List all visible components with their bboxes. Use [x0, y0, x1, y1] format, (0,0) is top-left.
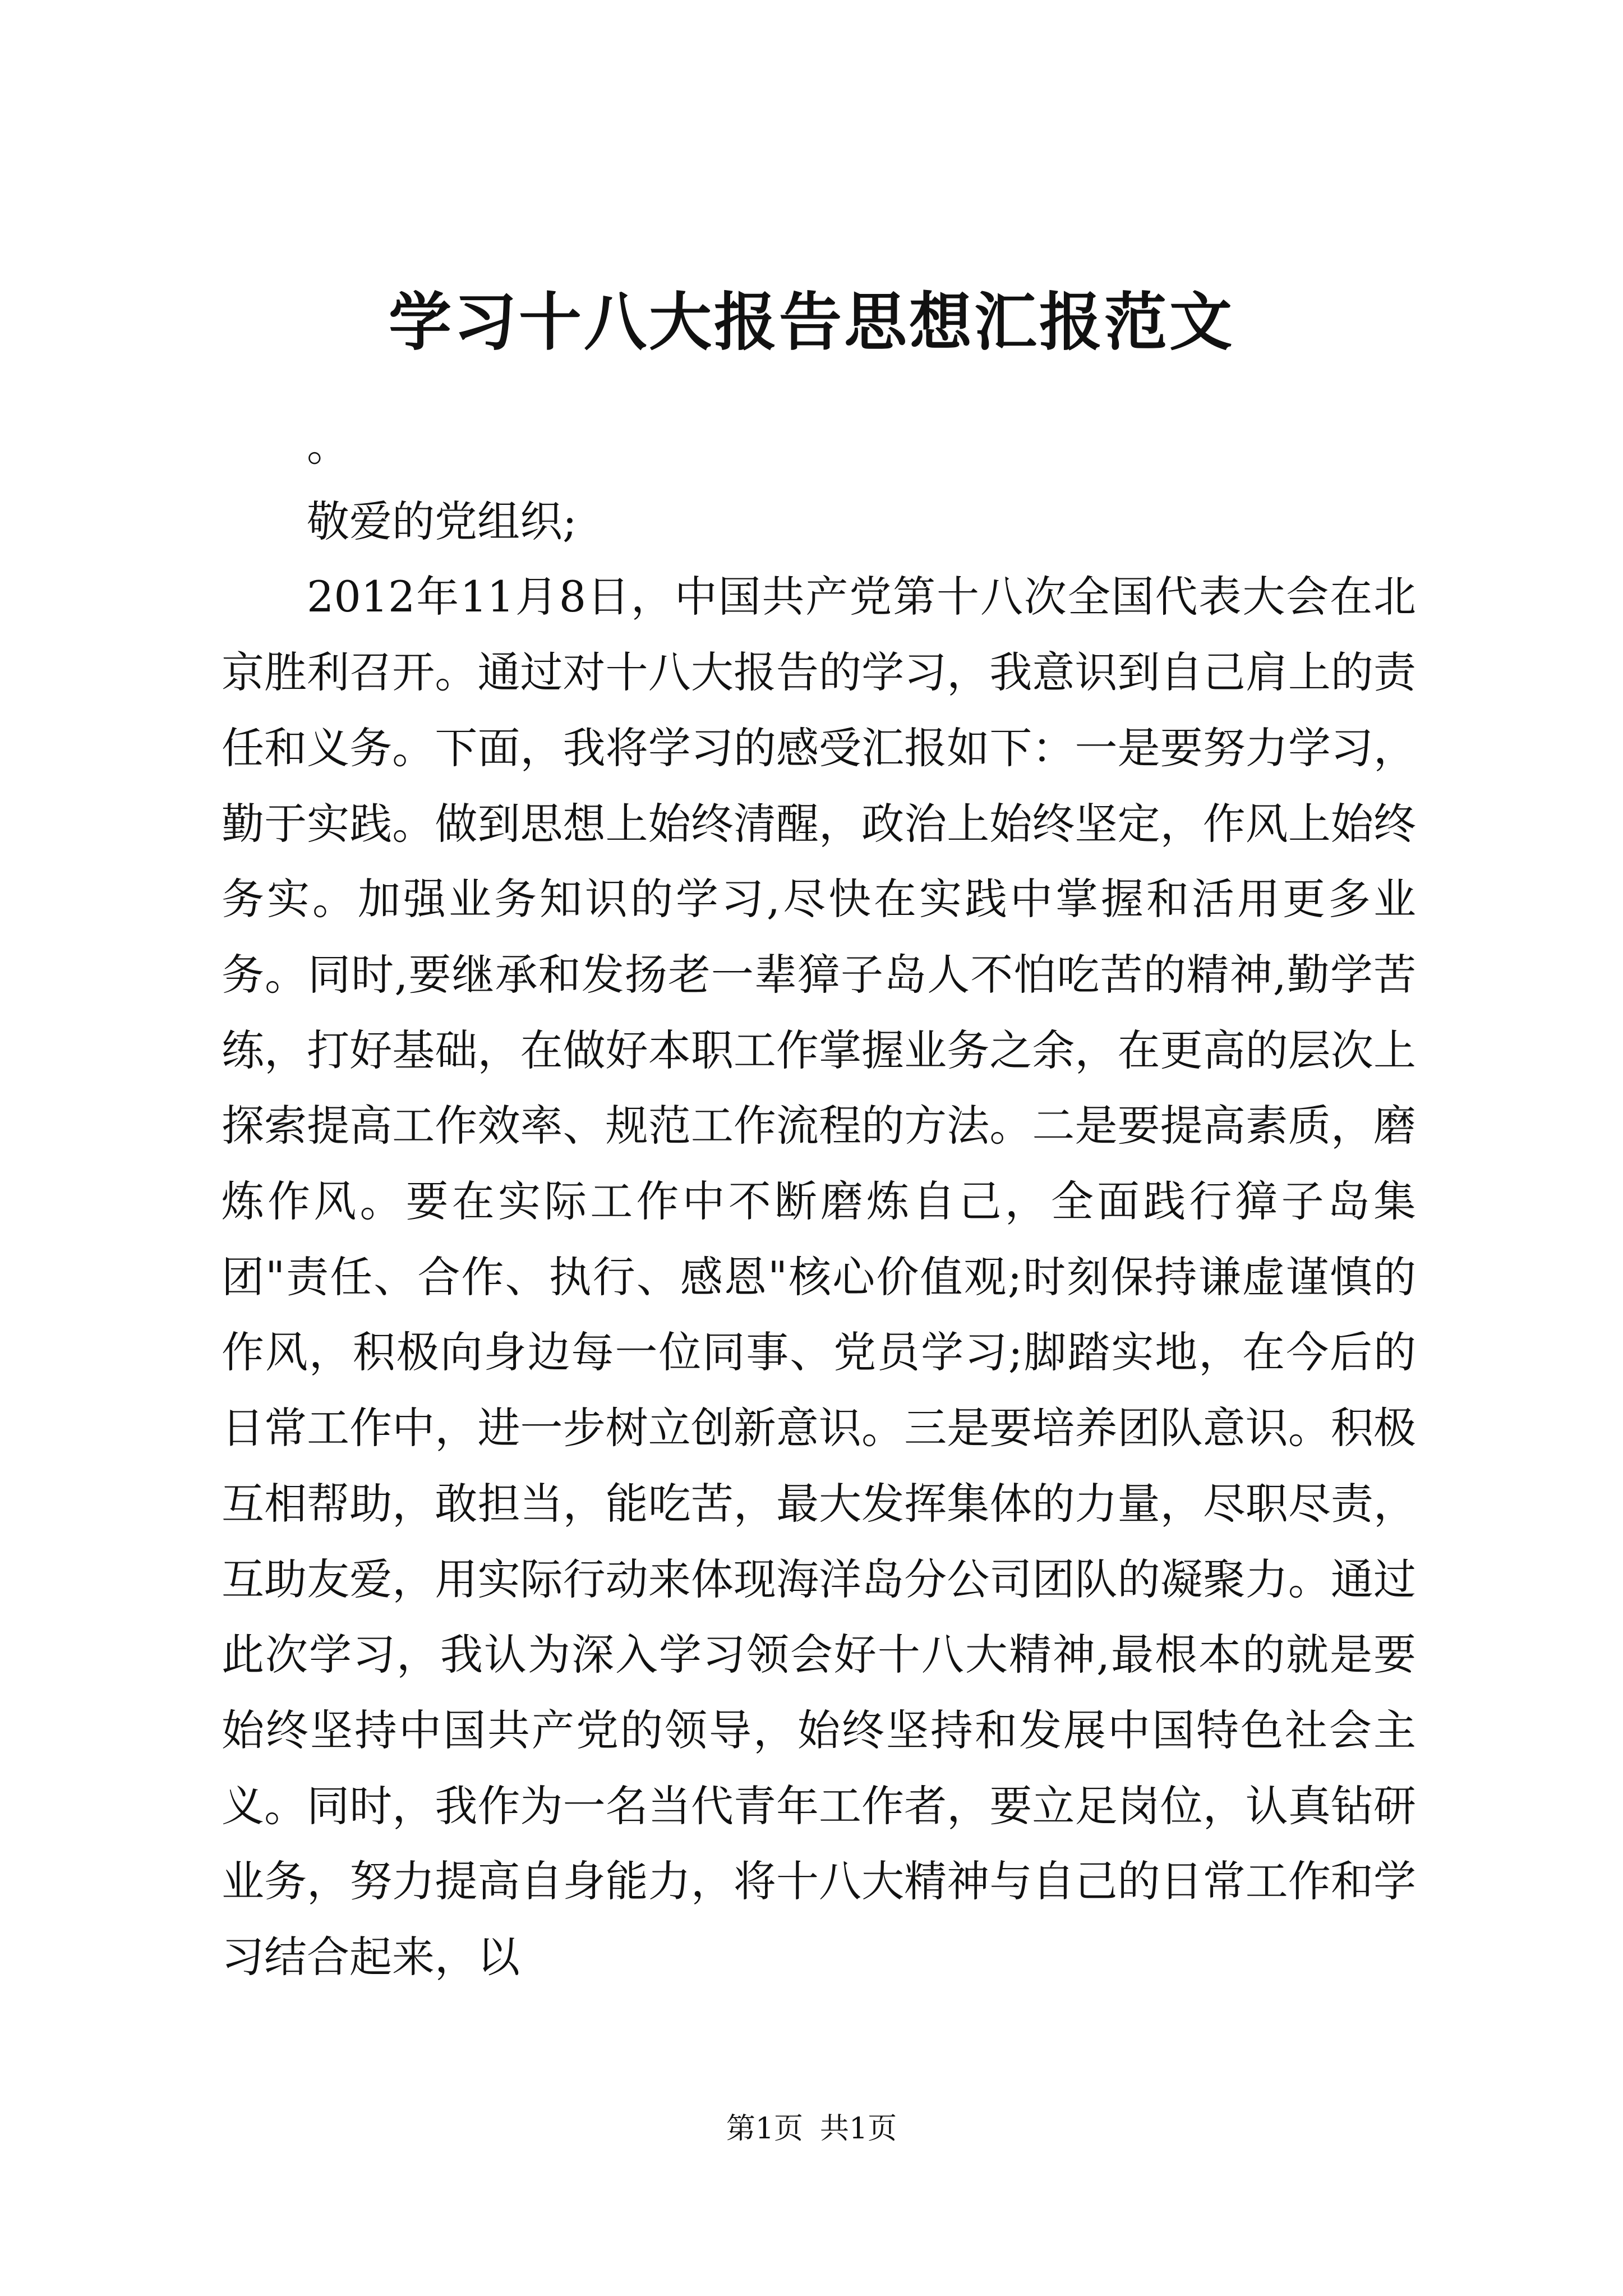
page-footer — [0, 2109, 1623, 2148]
paragraph-mark: 。 — [307, 421, 349, 471]
salutation: 敬爱的党组织; — [307, 496, 577, 546]
document-body — [222, 408, 1416, 1995]
page-count: 共1页 — [820, 2112, 897, 2146]
body-paragraph: 2012年11月8日，中国共产党第十八次全国代表大会在北京胜利召开。通过对十八大报告的学习，我意识到自己肩上的责任和义务。下面，我将学习的感受汇报如下：一是要努力学习，勤于实践。做到思想上始终清醒，政治上始终坚定，作风上始终务实。加强业务知识的学习,尽快在实践中掌握和活用更多业务。同时,要继承和发扬老一辈獐子岛人不怕吃苦的精神,勤学苦练，打好基础，在做好本职工作掌握业务之余，在更高的层次上探索提高工作效率、规范工作流程的方法。二是要提高素质，磨炼作风。要在实际工作中不断磨炼自己，全面践行獐子岛集团"责任、合作、执行、感恩"核心价值观;时刻保持谦虚谨慎的作风，积极向身边每一位同事、党员学习;脚踏实地，在今后的日常工作中，进一步树立创新意识。三是要培养团队意识。积极互相帮助，敢担当，能吃苦，最大发挥集体的力量，尽职尽责，互助友爱，用实际行动来体现海洋岛分公司团队的凝聚力。通过此次学习，我认为深入学习领会好十八大精神,最根本的就是要始终坚持中国共产党的领导，始终坚持和发展中国特色社会主义。同时，我作为一名当代青年工作者，要立足岗位，认真钻研业务，努力提高自身能力，将十八大精神与自己的日常工作和学习结合起来，以 — [222, 572, 1416, 1982]
page-number: 第1页 — [726, 2112, 803, 2146]
document-title: 学习十八大报告思想汇报范文 — [389, 286, 1234, 359]
